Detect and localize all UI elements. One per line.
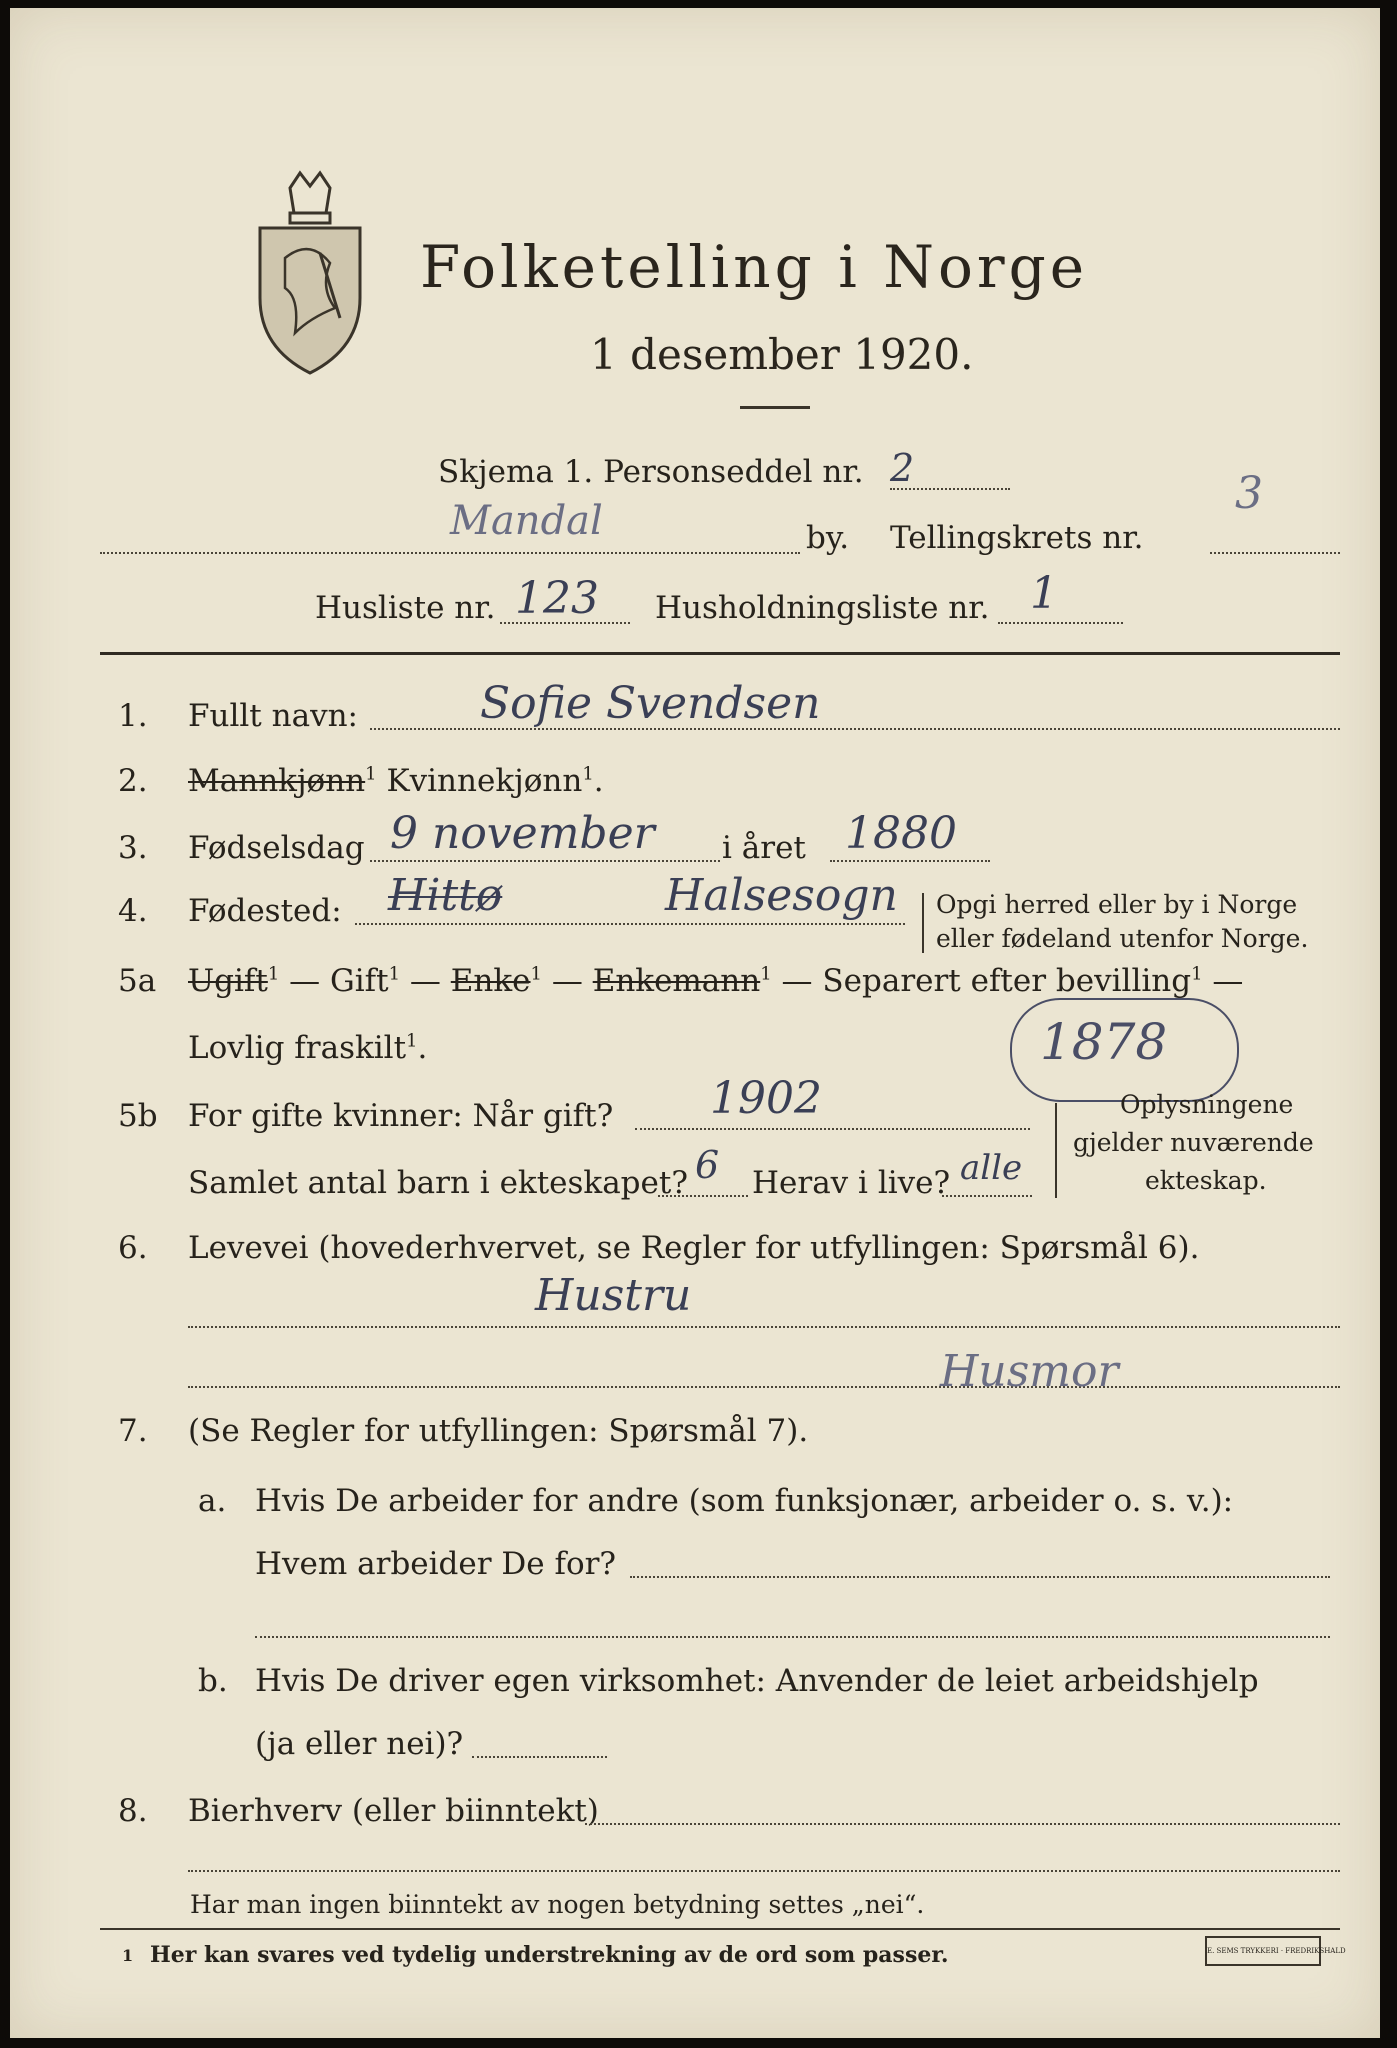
q5b-barn-label: Samlet antal barn i ekteskapet? xyxy=(188,1165,688,1201)
q5b-brace xyxy=(1055,1103,1057,1198)
by-label: by. xyxy=(806,520,850,556)
q4-note-1: Opgi herred eller by i Norge xyxy=(936,890,1298,919)
q4-label: Fødested: xyxy=(188,893,342,929)
q8-dots-1 xyxy=(585,1823,1340,1825)
tellingskrets-label: Tellingskrets nr. xyxy=(890,520,1144,556)
q5b-note-2: gjelder nuværende xyxy=(1073,1128,1314,1157)
title-divider xyxy=(740,406,810,409)
q7-label: (Se Regler for utfyllingen: Spørsmål 7). xyxy=(188,1413,809,1449)
q5b-barn-value[interactable]: 6 xyxy=(695,1143,720,1187)
form-title: Folketelling i Norge xyxy=(420,233,1089,301)
q3-year-value[interactable]: 1880 xyxy=(845,808,957,859)
q5b-label: For gifte kvinner: Når gift? xyxy=(188,1098,614,1134)
q5b-ilive-value[interactable]: alle xyxy=(960,1148,1023,1188)
header-rule xyxy=(100,652,1340,655)
q7a-number: a. xyxy=(198,1483,227,1519)
q6-label: Levevei (hovederhvervet, se Regler for utfyllingen: Spørsmål 6). xyxy=(188,1230,1200,1266)
q5a-line2: Lovlig fraskilt$^1$. xyxy=(188,1030,428,1066)
q7a-question: Hvem arbeider De for? xyxy=(255,1546,617,1582)
q5b-note-3: ekteskap. xyxy=(1145,1166,1267,1195)
q7b-dots xyxy=(472,1756,607,1758)
q5a-number: 5a xyxy=(118,963,157,999)
q8-label: Bierhverv (eller biinntekt) xyxy=(188,1793,599,1829)
city-value[interactable]: Mandal xyxy=(450,498,603,544)
tellingskrets-value[interactable]: 3 xyxy=(1235,468,1263,519)
skjema-value[interactable]: 2 xyxy=(890,446,915,490)
footnote-number: 1 xyxy=(122,1946,134,1965)
q3-label: Fødselsdag xyxy=(188,830,365,866)
q2-options: Mannkjønn$^1$ Kvinnekjønn$^1$. xyxy=(188,763,604,799)
q7a-dots-2 xyxy=(255,1636,1330,1638)
q1-number: 1. xyxy=(118,698,148,734)
q4-value[interactable]: Halsesogn xyxy=(665,870,898,921)
q2-male: Mannkjønn xyxy=(188,763,366,799)
footer-note: Har man ingen biinntekt av nogen betydning settes „nei“. xyxy=(190,1890,925,1919)
q5b-note-1: Oplysningene xyxy=(1120,1090,1294,1119)
q5a-options: Ugift$^1$ — Gift$^1$ — Enke$^1$ — Enkemann$^1$ — Separert efter bevilling$^1$ — xyxy=(188,963,1244,999)
q5b-ilive-label: Herav i live? xyxy=(752,1165,951,1201)
q7-number: 7. xyxy=(118,1413,148,1449)
q7b-question: (ja eller nei)? xyxy=(255,1726,464,1762)
q5b-dots xyxy=(635,1128,1030,1130)
q5b-barn-dots xyxy=(658,1195,748,1197)
husholdning-label: Husholdningsliste nr. xyxy=(655,590,990,626)
q5b-value[interactable]: 1902 xyxy=(710,1073,822,1124)
husholdning-value[interactable]: 1 xyxy=(1030,568,1058,619)
q4-note-2: eller fødeland utenfor Norge. xyxy=(936,924,1309,953)
q3-day-dots xyxy=(370,860,720,862)
q1-value[interactable]: Sofie Svendsen xyxy=(480,678,821,729)
q7a-dots-1 xyxy=(630,1576,1330,1578)
q3-number: 3. xyxy=(118,830,148,866)
q7b-number: b. xyxy=(198,1663,228,1699)
skjema-label: Skjema 1. Personseddel nr. xyxy=(438,454,864,490)
footer-rule xyxy=(100,1928,1340,1930)
q6-dots-1 xyxy=(188,1326,1340,1328)
q6-value[interactable]: Hustru xyxy=(535,1270,692,1321)
census-form-page xyxy=(10,8,1380,2038)
q3-year-label: i året xyxy=(722,830,806,866)
tellingskrets-dots xyxy=(1210,552,1340,554)
form-date: 1 desember 1920. xyxy=(590,330,974,379)
q3-value[interactable]: 9 november xyxy=(390,808,655,859)
coat-of-arms-icon xyxy=(250,168,370,378)
husliste-label: Husliste nr. xyxy=(315,590,496,626)
q6-value-2[interactable]: Husmor xyxy=(940,1346,1119,1397)
q2-female: Kvinnekjønn xyxy=(386,763,583,799)
q2-number: 2. xyxy=(118,763,148,799)
q8-number: 8. xyxy=(118,1793,148,1829)
q4-value-struck: Hittø xyxy=(388,870,503,921)
q4-brace xyxy=(922,893,924,953)
q8-dots-2 xyxy=(188,1870,1340,1872)
printer-mark: E. SEMS TRYKKERI · FREDRIKSHALD xyxy=(1205,1936,1321,1966)
q7a-text: Hvis De arbeider for andre (som funksjonær, arbeider o. s. v.): xyxy=(255,1483,1234,1519)
q5b-number: 5b xyxy=(118,1098,158,1134)
husholdning-dots xyxy=(998,622,1123,624)
q6-number: 6. xyxy=(118,1230,148,1266)
q4-number: 4. xyxy=(118,893,148,929)
husliste-value[interactable]: 123 xyxy=(515,573,599,624)
q6-dots-2 xyxy=(188,1386,1340,1388)
q5b-ilive-dots xyxy=(942,1195,1032,1197)
q7b-text: Hvis De driver egen virksomhet: Anvender de leiet arbeidshjelp xyxy=(255,1663,1259,1699)
q5a-annotation: 1878 xyxy=(1040,1013,1168,1071)
footnote-text: Her kan svares ved tydelig understrekning av de ord som passer. xyxy=(150,1942,949,1968)
q3-year-dots xyxy=(830,860,990,862)
q1-label: Fullt navn: xyxy=(188,698,358,734)
q4-dots xyxy=(355,923,905,925)
city-dots xyxy=(100,552,800,554)
